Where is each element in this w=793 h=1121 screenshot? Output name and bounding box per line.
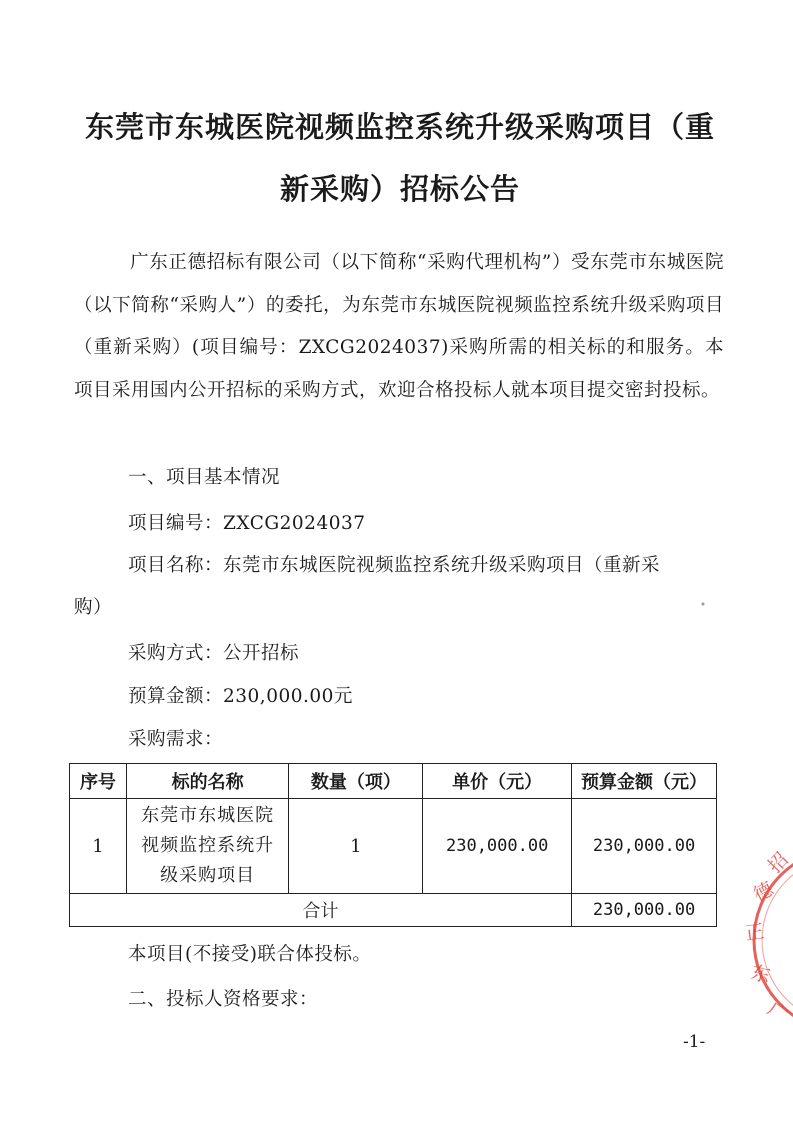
header-no: 序号 (70, 764, 127, 799)
project-name-line-1: 项目名称：东莞市东城医院视频监控系统升级采购项目（重新采 (128, 555, 661, 576)
svg-text:正: 正 (743, 920, 766, 945)
svg-text:德: 德 (750, 878, 778, 907)
budget-amount: 预算金额：230,000.00元 (128, 686, 353, 707)
intro-text: 广东正德招标有限公司（以下简称“采购代理机构”）受东莞市东城医院（以下简称“采购人”）的委托，为东莞市东城医院视频监控系统升级采购项目（重新采购）(项目编号：ZXCG2024037)采购所需的相关标的和服务。本项目采用国内公开招标的采购方式，欢迎合格投标人就本项目提交密封投标。 (74, 252, 724, 401)
header-item-name: 标的名称 (126, 764, 289, 799)
section2-heading: 二、投标人资格要求： (128, 989, 319, 1010)
cell-unit-price: 230,000.00 (423, 799, 572, 894)
cell-item-name (126, 799, 289, 894)
table-row (70, 799, 717, 894)
svg-text:广: 广 (763, 997, 792, 1027)
table-total-row (70, 894, 717, 927)
title-line-2: 新采购）招标公告 (279, 172, 520, 206)
seal-graphic (736, 840, 793, 1040)
item-name-line-2: 视频监控系统升 (141, 835, 275, 856)
procurement-method: 采购方式：公开招标 (128, 643, 300, 664)
svg-text:招: 招 (763, 848, 793, 878)
intro-paragraph (74, 242, 724, 412)
cell-no: 1 (70, 799, 127, 894)
project-name-line-2: 购） (74, 597, 113, 618)
consortium-note: 本项目(不接受)联合体投标。 (128, 944, 372, 965)
project-number: 项目编号：ZXCG2024037 (128, 513, 366, 534)
requirements-table (69, 763, 717, 927)
requirements-label: 采购需求： (128, 729, 224, 750)
header-quantity: 数量（项） (289, 764, 423, 799)
scan-dot (700, 592, 706, 598)
section1-heading: 一、项目基本情况 (128, 467, 281, 488)
svg-text:东: 东 (748, 961, 773, 988)
header-budget: 预算金额（元） (572, 764, 717, 799)
page-number: -1- (683, 1032, 706, 1052)
cell-budget: 230,000.00 (572, 799, 717, 894)
company-seal-stamp (736, 840, 793, 1040)
cell-quantity: 1 (289, 799, 423, 894)
item-name-line-3: 级采购项目 (160, 865, 256, 886)
item-name-line-1: 东莞市东城医院 (141, 805, 275, 826)
title-line-1: 东莞市东城医院视频监控系统升级采购项目（重 (84, 110, 715, 144)
header-unit-price: 单价（元） (423, 764, 572, 799)
table-header-row (70, 764, 717, 799)
cell-total-value: 230,000.00 (572, 894, 717, 927)
cell-total-label: 合计 (70, 894, 572, 927)
